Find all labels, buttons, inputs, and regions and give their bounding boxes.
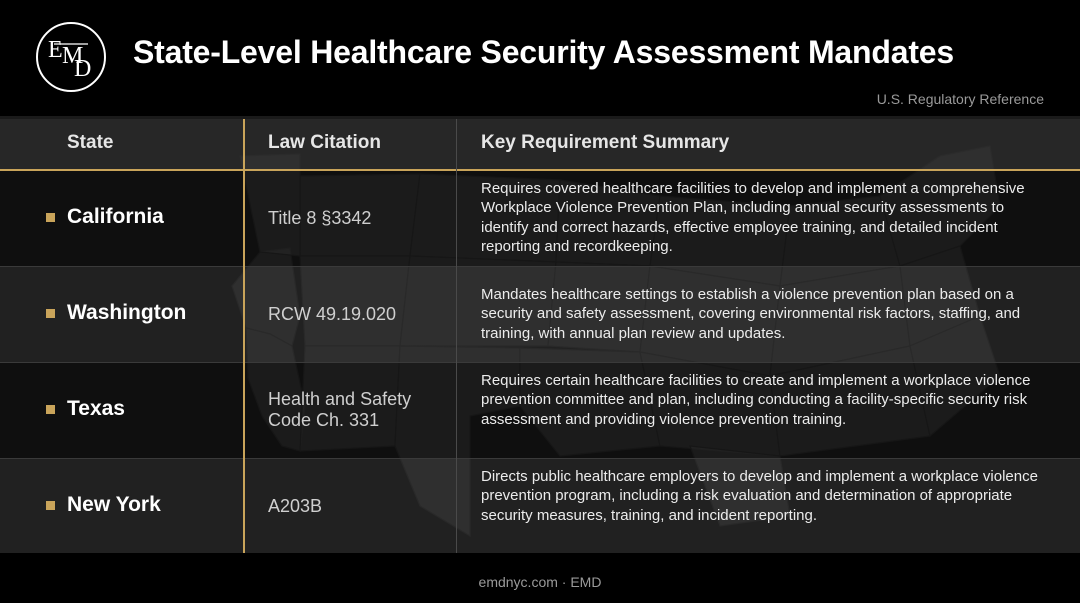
law-citation: RCW 49.19.020 (268, 304, 397, 324)
column-divider-gold (243, 119, 245, 553)
mandates-table (0, 116, 1080, 553)
svg-text:D: D (74, 56, 92, 82)
table-row (0, 171, 1080, 266)
requirement-summary: Directs public healthcare employers to develop and implement a workplace violence prevention program, including a risk evaluation and determination of appropriate security measures, training, and incident reporting. (481, 468, 1038, 524)
bullet-icon (46, 501, 55, 510)
table-row (0, 267, 1080, 362)
law-citation: Title 8 §3342 (268, 208, 372, 228)
state-name: Texas (67, 397, 125, 420)
svg-text:E: E (48, 37, 63, 63)
table-row (0, 363, 1080, 458)
column-header-summary: Key Requirement Summary (481, 132, 730, 153)
column-header-law-citation: Law Citation (268, 132, 381, 153)
bullet-icon (46, 309, 55, 318)
column-divider (456, 119, 457, 553)
state-name: New York (67, 493, 161, 516)
table-header (0, 119, 1080, 169)
page-subtitle: U.S. Regulatory Reference (876, 91, 1044, 107)
table-row (0, 459, 1080, 553)
footer-text: emdnyc.com · EMD (478, 574, 602, 590)
state-name: Washington (67, 301, 187, 324)
law-citation: Health and Safety Code Ch. 331 (268, 389, 412, 430)
bullet-icon (46, 213, 55, 222)
bullet-icon (46, 405, 55, 414)
requirement-summary: Requires certain healthcare facilities to create and implement a workplace violence prevention committee and plan, including conducting a facility-specific security risk assessment and providing violence prevention training. (481, 372, 1031, 428)
svg-text:M: M (62, 43, 84, 69)
emd-logo (36, 22, 106, 92)
page-title: State-Level Healthcare Security Assessment Mandates (133, 34, 954, 70)
header (0, 0, 1080, 118)
requirement-summary: Mandates healthcare settings to establish a violence prevention plan based on a security and safety assessment, covering environmental risk factors, staffing, and training, with annual plan review and updates. (481, 286, 1021, 342)
column-header-state: State (67, 132, 114, 153)
law-citation: A203B (268, 496, 323, 516)
footer (0, 553, 1080, 603)
state-name: California (67, 205, 164, 228)
requirement-summary: Requires covered healthcare facilities to develop and implement a comprehensive Workplace Violence Prevention Plan, including annual security assessments to identify and correct hazards, effective employee training, and detailed incident reporting and recordkeeping. (481, 180, 1025, 255)
